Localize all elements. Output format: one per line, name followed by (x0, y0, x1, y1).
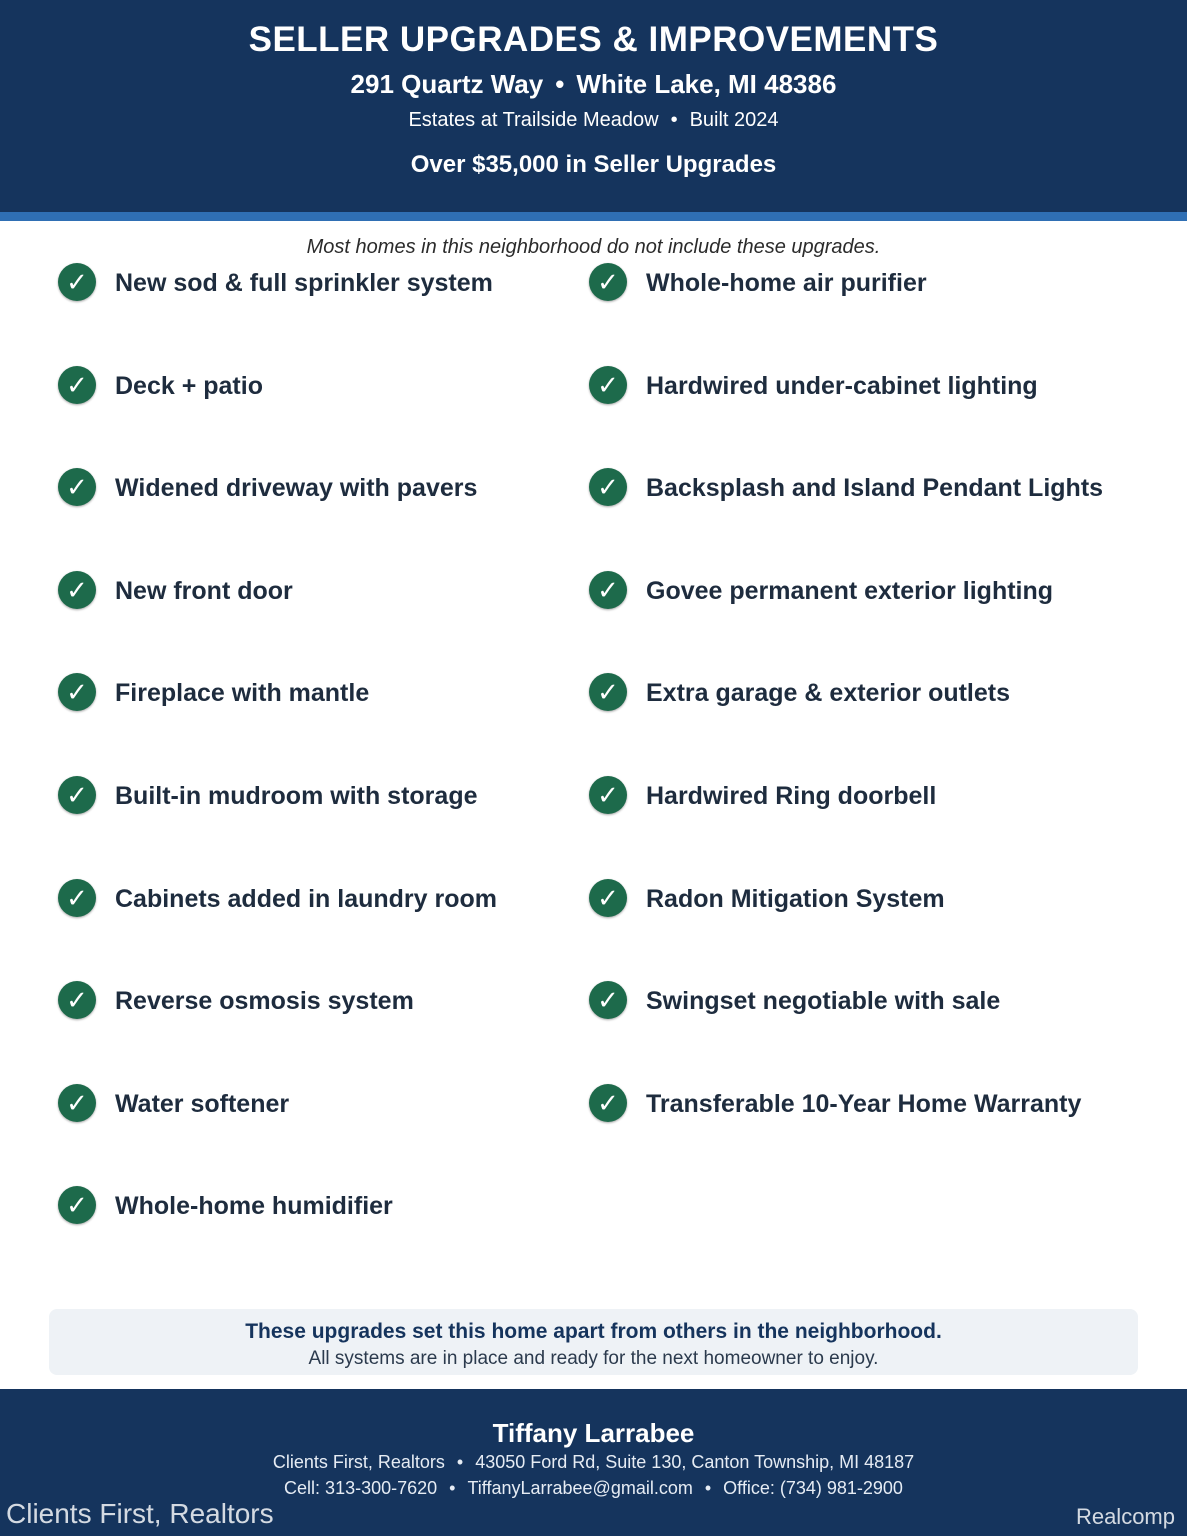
upgrades-list-right (589, 263, 1149, 1186)
upgrade-label: Deck + patio (115, 371, 263, 400)
city-state-zip: White Lake, MI 48386 (576, 69, 837, 99)
checkmark-icon: ✓ (589, 263, 627, 301)
upgrade-label: New front door (115, 576, 293, 605)
callout-title: These upgrades set this home apart from others in the neighborhood. (245, 1320, 942, 1343)
upgrade-item (589, 468, 1149, 571)
upgrade-item (58, 673, 558, 776)
upgrade-item (58, 571, 558, 674)
bullet-separator: • (449, 1478, 456, 1498)
checkmark-icon: ✓ (58, 366, 96, 404)
upgrades-value-headline: Over $35,000 in Seller Upgrades (410, 151, 777, 178)
checkmark-icon: ✓ (589, 366, 627, 404)
upgrade-label: Transferable 10-Year Home Warranty (646, 1089, 1082, 1118)
street-address: 291 Quartz Way (350, 69, 544, 99)
community-name: Estates at Trailside Meadow (408, 109, 659, 131)
checkmark-icon: ✓ (58, 776, 96, 814)
checkmark-icon: ✓ (58, 571, 96, 609)
page-title: SELLER UPGRADES & IMPROVEMENTS (248, 20, 939, 59)
upgrade-label: Whole-home humidifier (115, 1192, 393, 1221)
checkmark-icon: ✓ (58, 468, 96, 506)
cell-phone: Cell: 313-300-7620 (284, 1478, 438, 1498)
email-link[interactable]: TiffanyLarrabee@gmail.com (467, 1478, 693, 1498)
upgrade-item (58, 1084, 558, 1187)
checkmark-icon: ✓ (58, 1084, 96, 1122)
callout-subtitle: All systems are in place and ready for the next homeowner to enjoy. (308, 1348, 879, 1369)
upgrade-label: Widened driveway with pavers (115, 474, 478, 503)
brokerage-name: Clients First, Realtors (272, 1452, 445, 1472)
upgrade-item (589, 981, 1149, 1084)
upgrade-item (589, 776, 1149, 879)
checkmark-icon: ✓ (58, 981, 96, 1019)
upgrade-item (589, 673, 1149, 776)
callout-box (49, 1309, 1138, 1375)
year-built: Built 2024 (689, 109, 779, 131)
watermark-right: Realcomp (1075, 1504, 1175, 1529)
checkmark-icon: ✓ (589, 776, 627, 814)
checkmark-icon: ✓ (589, 1084, 627, 1122)
upgrade-item (589, 366, 1149, 469)
bullet-separator: • (555, 69, 565, 99)
intro-note: Most homes in this neighborhood do not include these upgrades. (306, 236, 881, 258)
bullet-separator: • (456, 1452, 464, 1472)
upgrade-label: Hardwired under-cabinet lighting (646, 371, 1038, 400)
upgrade-item (589, 1084, 1149, 1187)
checkmark-icon: ✓ (58, 673, 96, 711)
upgrade-label: Reverse osmosis system (115, 987, 414, 1016)
upgrade-item (58, 776, 558, 879)
upgrade-item (58, 981, 558, 1084)
checkmark-icon: ✓ (589, 879, 627, 917)
upgrade-label: Govee permanent exterior lighting (646, 576, 1054, 605)
header-banner (0, 0, 1187, 212)
upgrade-item (58, 879, 558, 982)
contact-line (0, 1478, 1187, 1499)
upgrade-label: Built-in mudroom with storage (115, 781, 478, 810)
upgrade-item (589, 879, 1149, 982)
office-address: 43050 Ford Rd, Suite 130, Canton Township, MI 48187 (475, 1452, 915, 1472)
upgrade-label: Cabinets added in laundry room (115, 884, 497, 913)
upgrade-item (589, 263, 1149, 366)
header-accent-bar (0, 212, 1187, 221)
upgrade-label: Radon Mitigation System (646, 884, 945, 913)
upgrade-label: Extra garage & exterior outlets (646, 679, 1011, 708)
watermark-left: Clients First, Realtors (6, 1498, 274, 1529)
upgrade-label: Fireplace with mantle (115, 679, 370, 708)
upgrade-label: Backsplash and Island Pendant Lights (646, 474, 1104, 503)
checkmark-icon: ✓ (589, 468, 627, 506)
property-details (0, 109, 1187, 132)
checkmark-icon: ✓ (58, 1186, 96, 1224)
brokerage-line (0, 1452, 1187, 1473)
bullet-separator: • (704, 1478, 712, 1498)
agent-name: Tiffany Larrabee (492, 1418, 695, 1448)
upgrade-label: Swingset negotiable with sale (646, 987, 1001, 1016)
office-phone: Office: (734) 981-2900 (723, 1478, 903, 1498)
upgrade-label: New sod & full sprinkler system (115, 269, 493, 297)
upgrade-label: Hardwired Ring doorbell (646, 781, 937, 810)
bullet-separator: • (670, 109, 678, 131)
upgrade-item (589, 571, 1149, 674)
upgrade-item (58, 263, 558, 366)
checkmark-icon: ✓ (589, 981, 627, 1019)
checkmark-icon: ✓ (58, 879, 96, 917)
upgrade-item (58, 468, 558, 571)
checkmark-icon: ✓ (589, 571, 627, 609)
upgrade-label: Water softener (115, 1089, 290, 1118)
upgrade-item (58, 1186, 558, 1289)
upgrade-label: Whole-home air purifier (646, 269, 927, 297)
checkmark-icon: ✓ (58, 263, 96, 301)
property-address (0, 69, 1187, 100)
upgrades-list-left (58, 263, 558, 1289)
checkmark-icon: ✓ (589, 673, 627, 711)
upgrade-item (58, 366, 558, 469)
